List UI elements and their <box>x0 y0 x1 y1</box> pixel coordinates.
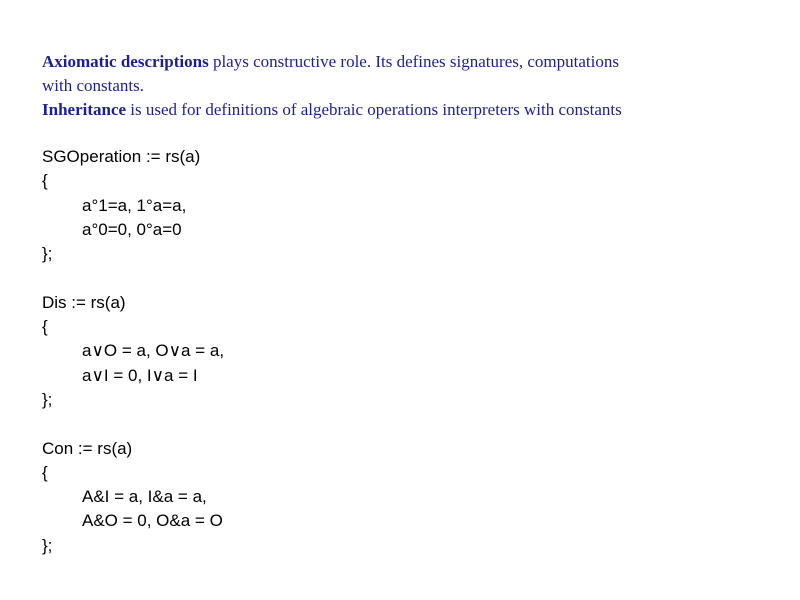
blank-line <box>42 412 742 436</box>
axiom-line: a∨O = a, O∨a = a, <box>82 341 225 361</box>
close-brace: }; <box>42 389 53 409</box>
close-brace: }; <box>42 535 53 555</box>
open-brace: { <box>42 171 48 191</box>
axiomatic-term: Axiomatic descriptions <box>42 52 209 71</box>
block-header: Dis := rs(a) <box>42 292 126 312</box>
axiom-line: a∨I = 0, I∨a = I <box>82 365 198 385</box>
inheritance-text: is used for definitions of algebraic operations interpreters with constants <box>126 100 622 119</box>
open-brace: { <box>42 317 48 337</box>
close-brace: }; <box>42 244 53 264</box>
open-brace: { <box>42 462 48 482</box>
axiomatic-text-1: plays constructive role. Its defines signatures, computations <box>208 52 619 71</box>
code-listing <box>42 145 742 558</box>
axiom-line: A&I = a, I&a = a, <box>82 487 207 507</box>
intro-paragraph <box>42 50 742 122</box>
block-header: Con := rs(a) <box>42 438 133 458</box>
axiomatic-text-2: with constants. <box>42 76 144 95</box>
axiomatic-sentence <box>42 50 742 74</box>
inheritance-sentence <box>42 98 742 122</box>
blank-line <box>42 266 742 290</box>
inheritance-term: Inheritance <box>42 100 127 119</box>
axiom-line: a°1=a, 1°a=a, <box>82 195 187 215</box>
axiom-line: A&O = 0, O&a = O <box>82 511 223 531</box>
block-header: SGOperation := rs(a) <box>42 147 201 166</box>
axiom-line: a°0=0, 0°a=0 <box>82 219 182 239</box>
